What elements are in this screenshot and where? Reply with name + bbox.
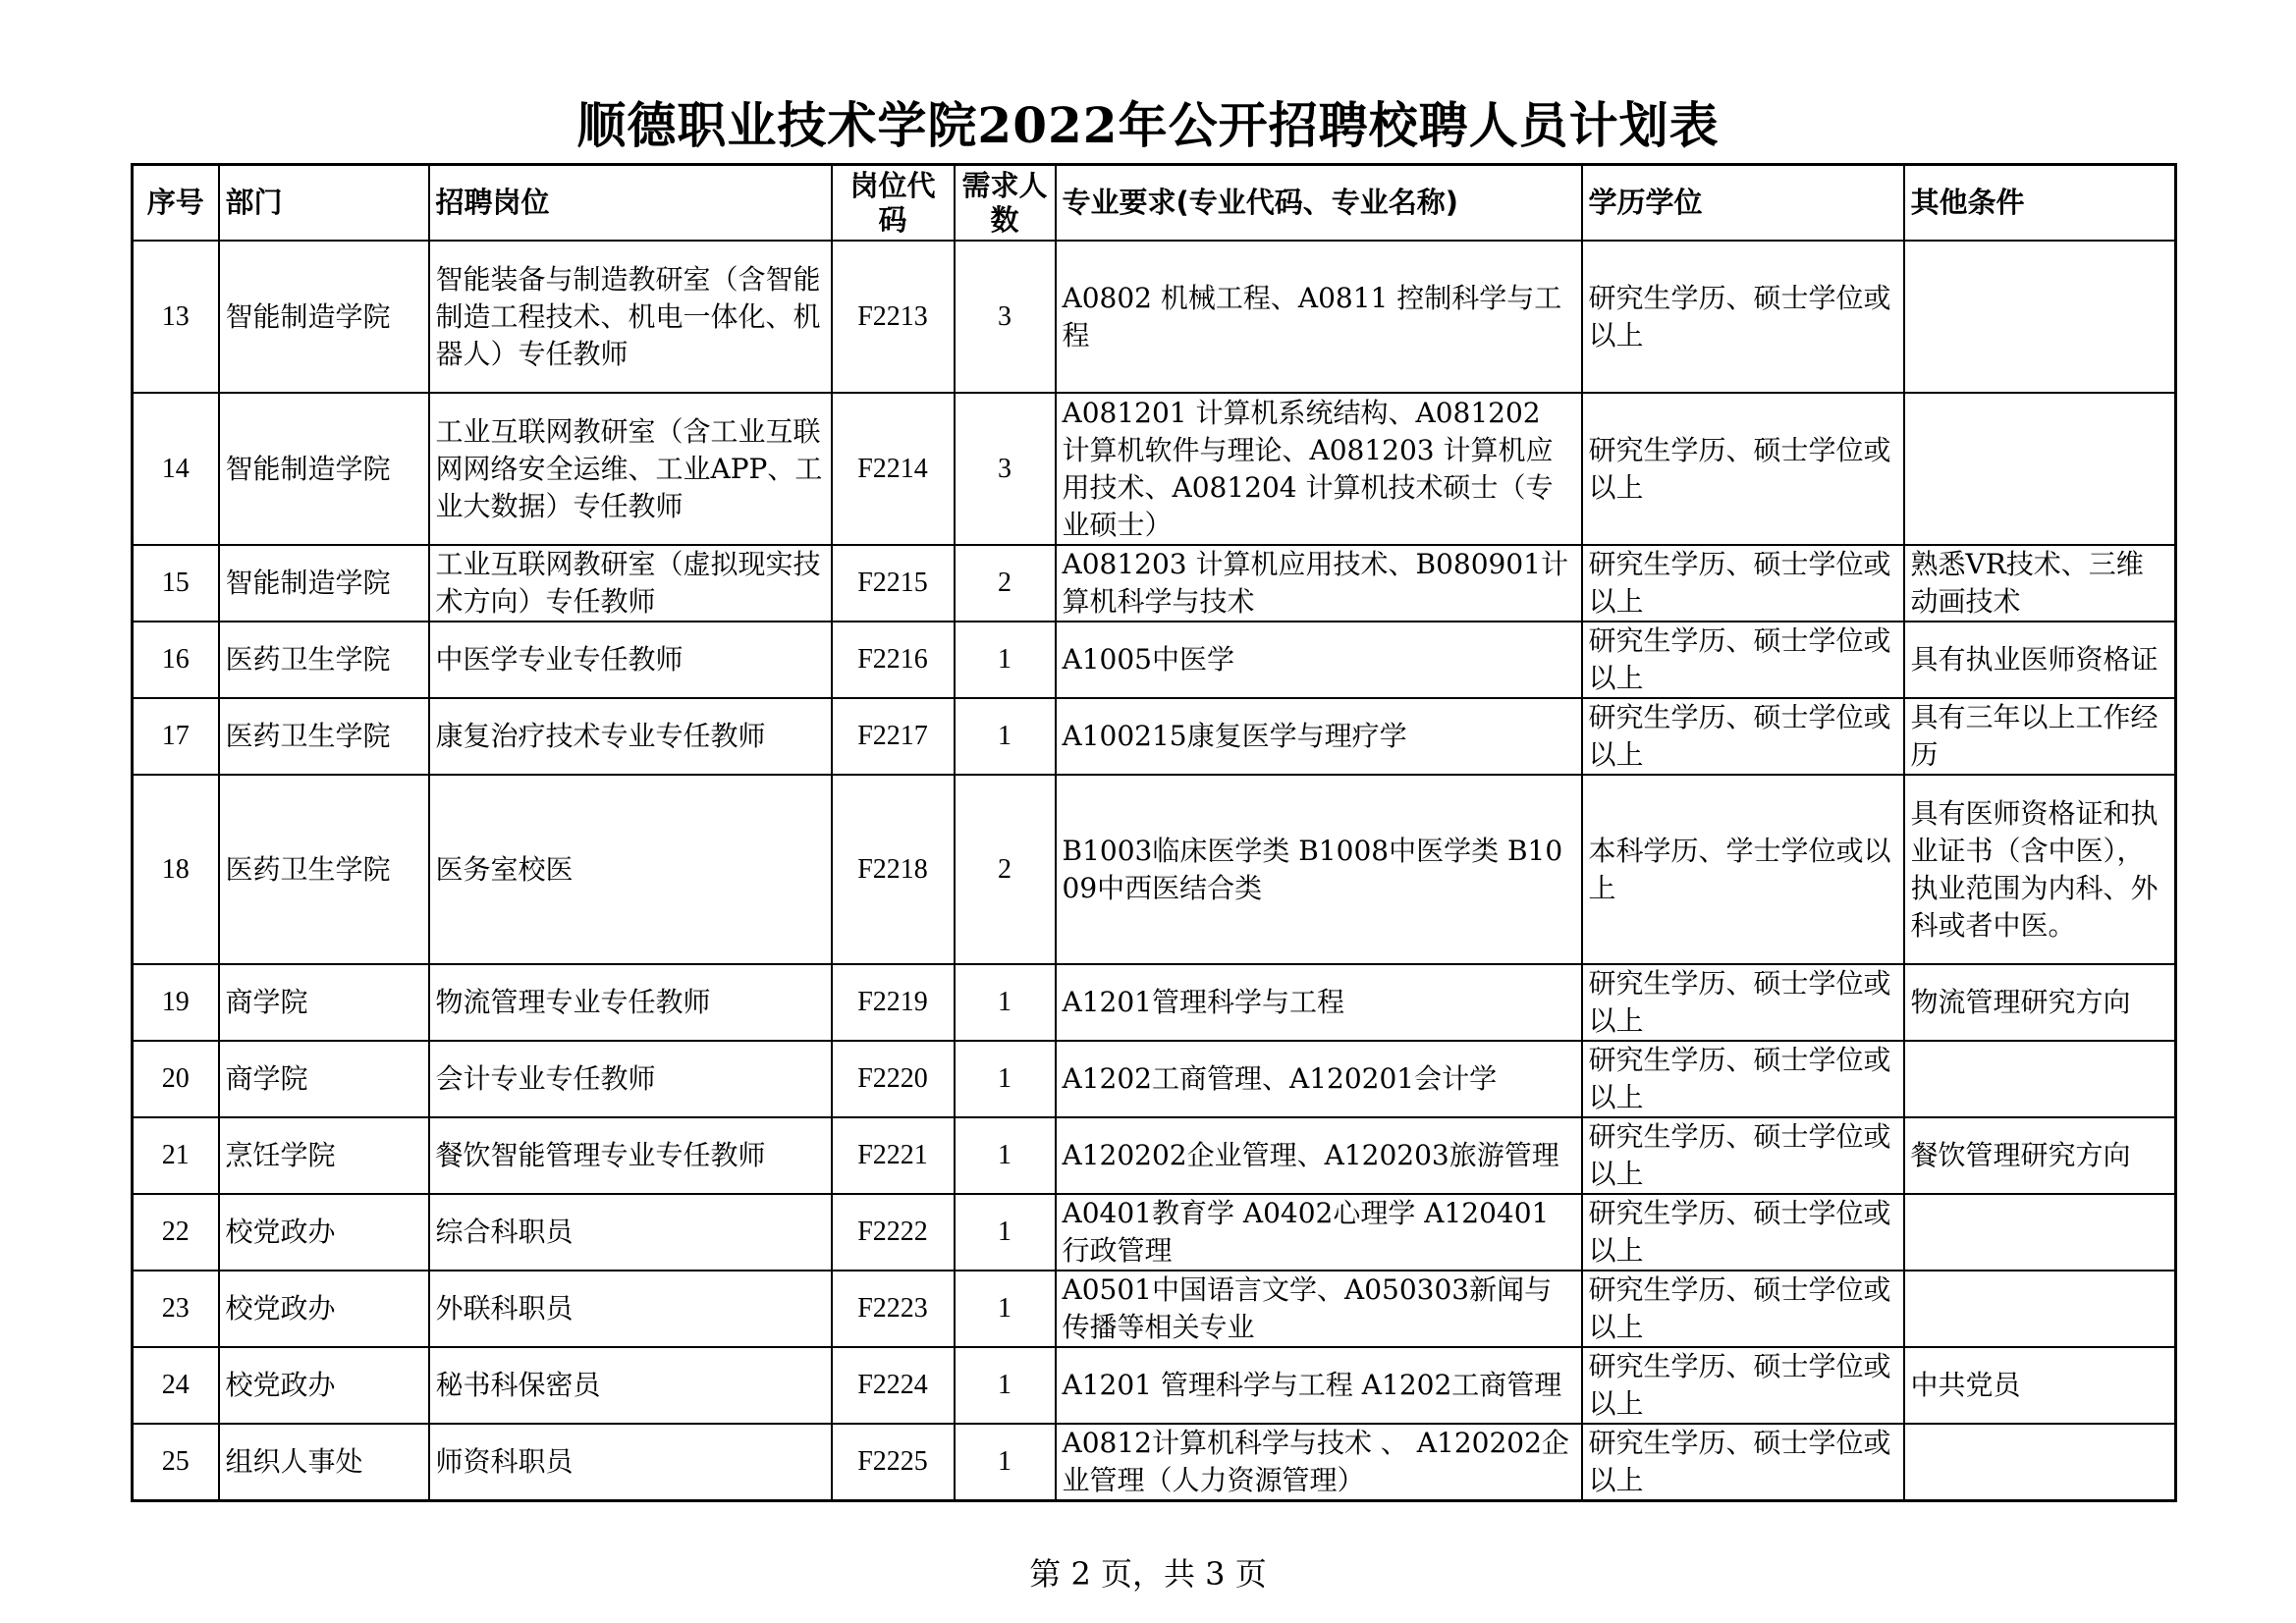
header-code: 岗位代码 (832, 165, 955, 242)
cell-major: A1005中医学 (1056, 622, 1582, 698)
cell-seq: 19 (133, 964, 219, 1041)
cell-code: F2225 (832, 1424, 955, 1501)
cell-position: 餐饮智能管理专业专任教师 (429, 1117, 832, 1194)
cell-dept: 医药卫生学院 (219, 698, 429, 775)
cell-other (1904, 393, 2176, 545)
cell-degree: 研究生学历、硕士学位或以上 (1582, 1041, 1904, 1117)
cell-position: 康复治疗技术专业专任教师 (429, 698, 832, 775)
cell-seq: 20 (133, 1041, 219, 1117)
cell-major: A100215康复医学与理疗学 (1056, 698, 1582, 775)
cell-count: 1 (955, 622, 1056, 698)
cell-major: B1003临床医学类 B1008中医学类 B1009中西医结合类 (1056, 775, 1582, 964)
header-row (133, 165, 2176, 242)
cell-dept: 商学院 (219, 1041, 429, 1117)
cell-major: A0401教育学 A0402心理学 A120401行政管理 (1056, 1194, 1582, 1271)
cell-degree: 研究生学历、硕士学位或以上 (1582, 241, 1904, 393)
cell-dept: 智能制造学院 (219, 241, 429, 393)
cell-count: 1 (955, 1271, 1056, 1347)
cell-major: A0812计算机科学与技术 、 A120202企业管理（人力资源管理） (1056, 1424, 1582, 1501)
cell-degree: 研究生学历、硕士学位或以上 (1582, 1424, 1904, 1501)
cell-dept: 校党政办 (219, 1347, 429, 1424)
table-row (133, 241, 2176, 393)
cell-degree: 本科学历、学士学位或以上 (1582, 775, 1904, 964)
cell-other: 具有医师资格证和执业证书（含中医），执业范围为内科、外科或者中医。 (1904, 775, 2176, 964)
cell-position: 智能装备与制造教研室（含智能制造工程技术、机电一体化、机器人）专任教师 (429, 241, 832, 393)
cell-seq: 15 (133, 545, 219, 622)
table-row (133, 964, 2176, 1041)
cell-code: F2216 (832, 622, 955, 698)
cell-degree: 研究生学历、硕士学位或以上 (1582, 964, 1904, 1041)
table-row (133, 1271, 2176, 1347)
cell-seq: 21 (133, 1117, 219, 1194)
cell-count: 1 (955, 698, 1056, 775)
cell-position: 物流管理专业专任教师 (429, 964, 832, 1041)
cell-position: 医务室校医 (429, 775, 832, 964)
table-row (133, 1424, 2176, 1501)
cell-code: F2223 (832, 1271, 955, 1347)
cell-other: 餐饮管理研究方向 (1904, 1117, 2176, 1194)
header-other: 其他条件 (1904, 165, 2176, 242)
cell-major: A081203 计算机应用技术、B080901计算机科学与技术 (1056, 545, 1582, 622)
header-seq: 序号 (133, 165, 219, 242)
cell-degree: 研究生学历、硕士学位或以上 (1582, 1271, 1904, 1347)
cell-degree: 研究生学历、硕士学位或以上 (1582, 393, 1904, 545)
page-title: 顺德职业技术学院2022年公开招聘校聘人员计划表 (576, 96, 1720, 154)
cell-count: 1 (955, 1347, 1056, 1424)
cell-other (1904, 1271, 2176, 1347)
cell-seq: 25 (133, 1424, 219, 1501)
cell-dept: 校党政办 (219, 1271, 429, 1347)
cell-major: A081201 计算机系统结构、A081202 计算机软件与理论、A081203 计算机应用技术、A081204 计算机技术硕士（专业硕士） (1056, 393, 1582, 545)
cell-seq: 14 (133, 393, 219, 545)
cell-seq: 18 (133, 775, 219, 964)
cell-degree: 研究生学历、硕士学位或以上 (1582, 1194, 1904, 1271)
cell-other (1904, 1194, 2176, 1271)
header-major: 专业要求(专业代码、专业名称) (1056, 165, 1582, 242)
cell-code: F2222 (832, 1194, 955, 1271)
cell-major: A1201 管理科学与工程 A1202工商管理 (1056, 1347, 1582, 1424)
header-degree: 学历学位 (1582, 165, 1904, 242)
cell-seq: 23 (133, 1271, 219, 1347)
table-row (133, 698, 2176, 775)
cell-position: 综合科职员 (429, 1194, 832, 1271)
table-row (133, 775, 2176, 964)
cell-major: A1201管理科学与工程 (1056, 964, 1582, 1041)
cell-degree: 研究生学历、硕士学位或以上 (1582, 545, 1904, 622)
cell-other: 具有执业医师资格证 (1904, 622, 2176, 698)
header-position: 招聘岗位 (429, 165, 832, 242)
table-row (133, 1347, 2176, 1424)
cell-dept: 医药卫生学院 (219, 622, 429, 698)
cell-count: 1 (955, 1117, 1056, 1194)
cell-dept: 烹饪学院 (219, 1117, 429, 1194)
table-row (133, 1194, 2176, 1271)
cell-dept: 校党政办 (219, 1194, 429, 1271)
cell-other (1904, 1424, 2176, 1501)
cell-degree: 研究生学历、硕士学位或以上 (1582, 698, 1904, 775)
cell-seq: 22 (133, 1194, 219, 1271)
cell-seq: 17 (133, 698, 219, 775)
cell-position: 中医学专业专任教师 (429, 622, 832, 698)
cell-degree: 研究生学历、硕士学位或以上 (1582, 622, 1904, 698)
recruitment-plan-table (131, 163, 2177, 1502)
cell-dept: 智能制造学院 (219, 393, 429, 545)
cell-code: F2221 (832, 1117, 955, 1194)
cell-dept: 医药卫生学院 (219, 775, 429, 964)
table-row (133, 393, 2176, 545)
cell-seq: 16 (133, 622, 219, 698)
header-dept: 部门 (219, 165, 429, 242)
cell-count: 2 (955, 775, 1056, 964)
cell-other: 物流管理研究方向 (1904, 964, 2176, 1041)
cell-dept: 商学院 (219, 964, 429, 1041)
cell-code: F2217 (832, 698, 955, 775)
cell-other (1904, 241, 2176, 393)
table-row (133, 1041, 2176, 1117)
cell-count: 2 (955, 545, 1056, 622)
cell-count: 1 (955, 1041, 1056, 1117)
cell-position: 师资科职员 (429, 1424, 832, 1501)
header-count: 需求人数 (955, 165, 1056, 242)
cell-count: 3 (955, 241, 1056, 393)
cell-other: 具有三年以上工作经历 (1904, 698, 2176, 775)
cell-dept: 智能制造学院 (219, 545, 429, 622)
cell-degree: 研究生学历、硕士学位或以上 (1582, 1347, 1904, 1424)
cell-count: 1 (955, 1424, 1056, 1501)
cell-major: A0802 机械工程、A0811 控制科学与工程 (1056, 241, 1582, 393)
cell-dept: 组织人事处 (219, 1424, 429, 1501)
cell-code: F2214 (832, 393, 955, 545)
cell-degree: 研究生学历、硕士学位或以上 (1582, 1117, 1904, 1194)
cell-count: 1 (955, 964, 1056, 1041)
table-row (133, 1117, 2176, 1194)
cell-code: F2215 (832, 545, 955, 622)
page-footer: 第 2 页，共 3 页 (1029, 1555, 1267, 1593)
cell-count: 1 (955, 1194, 1056, 1271)
cell-position: 秘书科保密员 (429, 1347, 832, 1424)
cell-position: 会计专业专任教师 (429, 1041, 832, 1117)
cell-other: 中共党员 (1904, 1347, 2176, 1424)
cell-seq: 24 (133, 1347, 219, 1424)
cell-position: 工业互联网教研室（虚拟现实技术方向）专任教师 (429, 545, 832, 622)
cell-code: F2224 (832, 1347, 955, 1424)
table-row (133, 622, 2176, 698)
table-row (133, 545, 2176, 622)
cell-major: A120202企业管理、A120203旅游管理 (1056, 1117, 1582, 1194)
cell-other (1904, 1041, 2176, 1117)
cell-major: A1202工商管理、A120201会计学 (1056, 1041, 1582, 1117)
cell-position: 工业互联网教研室（含工业互联网网络安全运维、工业APP、工业大数据）专任教师 (429, 393, 832, 545)
cell-seq: 13 (133, 241, 219, 393)
cell-code: F2220 (832, 1041, 955, 1117)
cell-major: A0501中国语言文学、A050303新闻与传播等相关专业 (1056, 1271, 1582, 1347)
cell-code: F2213 (832, 241, 955, 393)
cell-position: 外联科职员 (429, 1271, 832, 1347)
cell-count: 3 (955, 393, 1056, 545)
cell-other: 熟悉VR技术、三维动画技术 (1904, 545, 2176, 622)
cell-code: F2219 (832, 964, 955, 1041)
cell-code: F2218 (832, 775, 955, 964)
